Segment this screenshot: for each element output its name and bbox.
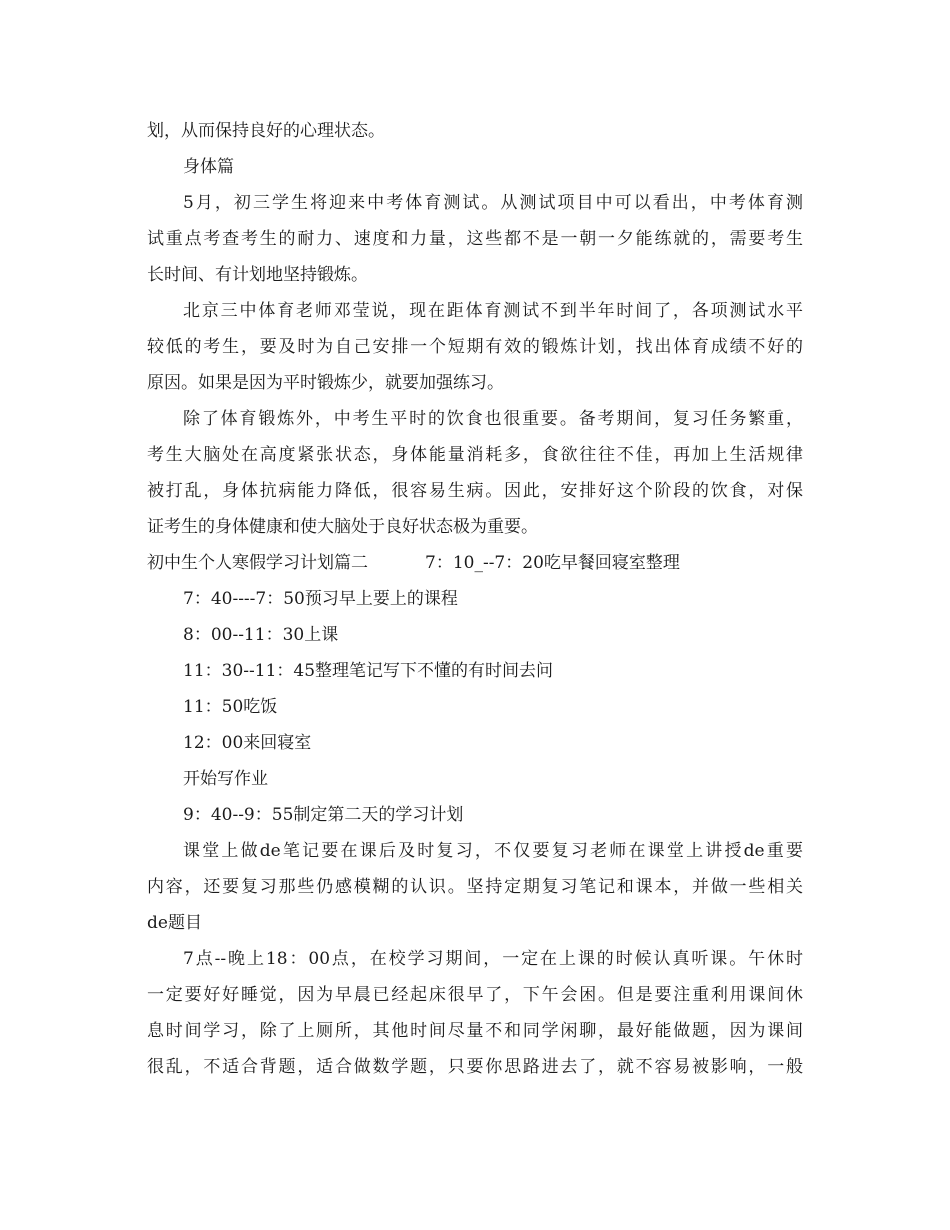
text-line: 长时间、有计划地坚持锻炼。 (147, 265, 368, 285)
schedule-item: 8：00--11：30上课 (183, 625, 339, 645)
schedule-item: 7：40----7：50预习早上要上的课程 (183, 589, 458, 609)
text-line: 5月，初三学生将迎来中考体育测试。从测试项目中可以看出，中考体育测 (183, 193, 803, 213)
schedule-item: 7：10_--7：20吃早餐回寝室整理 (425, 553, 680, 573)
section-heading-body: 身体篇 (183, 157, 234, 177)
section-heading-plan: 初中生个人寒假学习计划篇二 (147, 553, 368, 573)
schedule-item: 11：50吃饭 (183, 697, 278, 717)
text-line: 划，从而保持良好的心理状态。 (147, 121, 385, 141)
text-line: 课堂上做de笔记要在课后及时复习，不仅要复习老师在课堂上讲授de重要 (183, 841, 803, 861)
text-line: 试重点考查考生的耐力、速度和力量，这些都不是一朝一夕能练就的，需要考生 (147, 229, 803, 249)
text-line: 证考生的身体健康和使大脑处于良好状态极为重要。 (147, 517, 538, 537)
text-line: 一定要好好睡觉，因为早晨已经起床很早了，下午会困。但是要注重利用课间休 (147, 985, 803, 1005)
text-line: 被打乱，身体抗病能力降低，很容易生病。因此，安排好这个阶段的饮食，对保 (147, 481, 803, 501)
text-line: 7点--晚上18：00点，在校学习期间，一定在上课的时候认真听课。午休时 (183, 949, 803, 969)
section-heading-row (147, 545, 803, 581)
text-line: 考生大脑处在高度紧张状态，身体能量消耗多，食欲往往不佳，再加上生活规律 (147, 445, 803, 465)
text-line: 内容，还要复习那些仍感模糊的认识。坚持定期复习笔记和课本，并做一些相关 (147, 877, 803, 897)
schedule-item: 9：40--9：55制定第二天的学习计划 (183, 805, 464, 825)
text-line: 北京三中体育老师邓莹说，现在距体育测试不到半年时间了，各项测试水平 (183, 301, 803, 321)
text-line: 很乱，不适合背题，适合做数学题，只要你思路进去了，就不容易被影响，一般 (147, 1057, 803, 1077)
schedule-item: 开始写作业 (183, 769, 268, 789)
schedule-item: 11：30--11：45整理笔记写下不懂的有时间去问 (183, 661, 554, 681)
text-line: 较低的考生，要及时为自己安排一个短期有效的锻炼计划，找出体育成绩不好的 (147, 337, 803, 357)
schedule-item: 12：00来回寝室 (183, 733, 312, 753)
text-line: 原因。如果是因为平时锻炼少，就要加强练习。 (147, 373, 504, 393)
text-line: 除了体育锻炼外，中考生平时的饮食也很重要。备考期间，复习任务繁重， (183, 409, 803, 429)
text-line: 息时间学习，除了上厕所，其他时间尽量不和同学闲聊，最好能做题，因为课间 (147, 1021, 803, 1041)
text-line: de题目 (147, 913, 202, 933)
document-page (147, 113, 803, 1085)
